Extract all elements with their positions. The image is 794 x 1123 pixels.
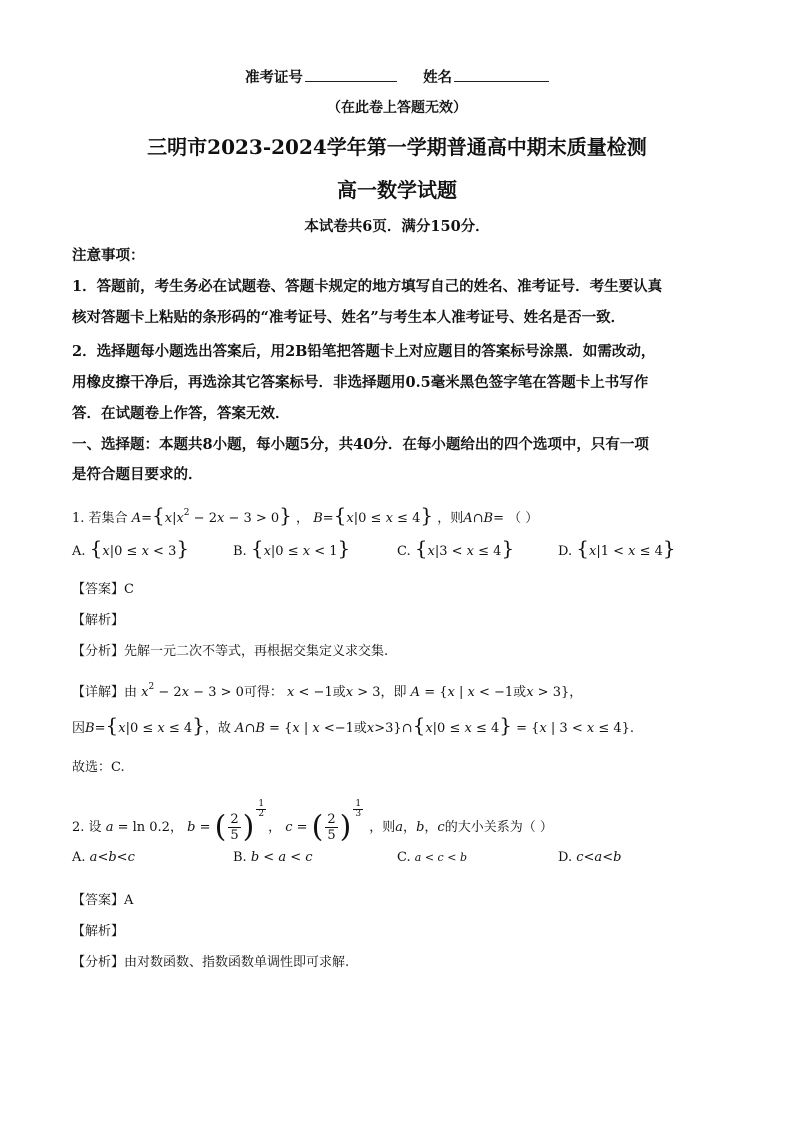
q2-stem: 2. 设 a = ln 0.2， b = ( $\frac{2}{5}$ ) $\frac{1}{2}$ ， c = ( $\frac{2}{5}$ ) $\frac{1}{3}$ ，则a，b，c的大小关系为（ ） <box>72 799 553 845</box>
q1-analysis-label: 【解析】 <box>72 613 125 628</box>
q1-set-b: B={x|0 ≤ x ≤ 4} <box>313 503 434 527</box>
q1-fenxi <box>72 640 388 659</box>
q2-answer-label: 【答案】 <box>72 893 125 908</box>
q1-xj-set-a: A = {x | x < −1 <box>410 685 514 700</box>
q1-xj-ji: ，即 <box>380 685 407 700</box>
q1-option-d <box>558 535 676 565</box>
q2-stem-then: ，则 <box>369 820 396 835</box>
q1-xj-result: A∩B = {x | x <−1 <box>235 721 354 736</box>
candidate-info-line <box>0 66 794 87</box>
q1-xj-because: 因 <box>72 721 86 736</box>
q1-answer-label: 【答案】 <box>72 582 125 597</box>
q1-option-c-label: C. <box>397 544 411 559</box>
notes-item2-line2: 用橡皮擦干净后，再选涂其它答案标号．非选择题用0.5毫米黑色签字笔在答题卡上书写作 <box>72 374 649 391</box>
name-label: 姓名 <box>423 69 453 86</box>
q1-xiangjie-label: 【详解】 <box>72 685 125 700</box>
q2-option-b <box>233 846 313 870</box>
q1-xj-sol1: x < −1 <box>287 685 333 700</box>
exam-subtitle: 高一数学试题 <box>337 178 457 202</box>
q2-fenxi-label: 【分析】 <box>72 955 125 970</box>
q1-xj-sol2: x > 3 <box>345 685 381 700</box>
q1-xj-set-a-tail: x > 3} <box>526 685 570 700</box>
q1-option-a-value: {x|0 ≤ x < 3} <box>89 536 190 560</box>
exam-meta: 本试卷共6页．满分150分． <box>304 218 490 235</box>
q2-option-d-label: D. <box>558 850 573 865</box>
q1-target: A∩B= <box>463 511 504 526</box>
q2-stem-tail: 的大小关系为（ ） <box>444 820 553 835</box>
q1-xj-or-3: 或 <box>353 721 367 736</box>
q2-option-b-value: b < a < c <box>250 850 313 865</box>
q2-option-c-label: C. <box>397 850 411 865</box>
q2-option-d-value: c<a<b <box>576 850 622 865</box>
q2-def-b: b = ( $\frac{2}{5}$ ) $\frac{1}{2}$ <box>187 799 265 845</box>
notes-item1-line1: 1．答题前，考生务必在试题卷、答题卡规定的地方填写自己的姓名、准考证号．考生要认真 <box>72 278 663 295</box>
q1-option-a <box>72 535 189 565</box>
q2-vars: a，b，c <box>395 820 445 835</box>
q2-option-a <box>72 846 135 870</box>
q2-stem-prefix: 2. 设 <box>72 820 102 835</box>
q2-option-a-label: A. <box>72 850 86 865</box>
q1-stem-prefix: 1. 若集合 <box>72 511 128 526</box>
q2-fenxi-text: 由对数函数、指数函数单调性即可求解. <box>124 955 350 970</box>
q1-xiangjie-line2 <box>72 712 634 742</box>
q1-xj-get: 可得： <box>243 685 283 700</box>
q2-option-d <box>558 846 621 870</box>
q1-answer <box>72 578 134 597</box>
q2-option-c <box>397 846 467 870</box>
q2-answer <box>72 889 133 908</box>
notes-item2-line1: 2．选择题每小题选出答案后，用2B铅笔把答题卡上对应题目的答案标号涂黑．如需改动， <box>72 343 656 360</box>
q1-stem-blank: （ ） <box>508 511 539 526</box>
name-blank <box>454 67 549 82</box>
q1-xj-or: 或 <box>332 685 346 700</box>
q2-def-c: c = ( $\frac{2}{5}$ ) $\frac{1}{3}$ <box>285 799 362 845</box>
invalid-note: （在此卷上答题无效） <box>327 100 467 116</box>
q1-answer-value: C <box>124 582 134 597</box>
q1-fenxi-text: 先解一元二次不等式，再根据交集定义求交集. <box>124 644 389 659</box>
notes-item2-line3: 答．在试题卷上作答，答案无效． <box>72 405 290 422</box>
q1-stem-sep: ， <box>296 511 310 526</box>
q1-conclusion: 故选：C. <box>72 760 125 775</box>
q2-option-c-value: a < c < b <box>414 851 467 864</box>
q2-answer-value: A <box>124 893 134 908</box>
q1-xj-set-b: B={x|0 ≤ x ≤ 4} <box>85 713 205 737</box>
q2-option-b-label: B. <box>233 850 247 865</box>
notes-heading: 注意事项： <box>72 247 145 264</box>
q1-xj-ineq: $x^2 - 2x - 3 > 0$ <box>141 682 244 700</box>
q1-stem <box>72 500 538 532</box>
q1-xiangjie-line1: 【详解】由 $x^2 - 2x - 3 > 0$可得： x < −1或x > 3，即 A = {x | x < −1或x > 3}， <box>72 682 583 700</box>
q1-set-a: $A=\{x|x^2 - 2x - 3 > 0\}$ <box>131 503 292 527</box>
exam-title: 三明市2023-2024学年第一学期普通高中期末质量检测 <box>147 135 647 159</box>
q2-fenxi <box>72 951 349 970</box>
q1-option-b-label: B. <box>233 544 247 559</box>
q1-option-b <box>233 535 350 565</box>
q1-xj-or-2: 或 <box>513 685 527 700</box>
q1-stem-then: ，则 <box>437 511 464 526</box>
ticket-blank <box>305 67 397 82</box>
q1-xj-result-mid: x>3}∩{x|0 ≤ x ≤ 4} = {x | 3 < x ≤ 4}. <box>366 713 635 737</box>
q2-analysis-label: 【解析】 <box>72 924 125 939</box>
q1-fenxi-label: 【分析】 <box>72 644 125 659</box>
notes-item1-line2: 核对答题卡上粘贴的条形码的“准考证号、姓名”与考生本人准考证号、姓名是否一致． <box>72 309 626 326</box>
q1-xj-so: ，故 <box>204 721 231 736</box>
q1-option-d-label: D. <box>558 544 573 559</box>
q2-def-a: a = ln 0.2 <box>105 820 170 835</box>
ticket-label: 准考证号 <box>244 69 303 86</box>
q1-xj-from: 由 <box>124 685 138 700</box>
section1-line1: 一、选择题：本题共8小题，每小题5分，共40分．在每小题给出的四个选项中，只有一项 <box>72 436 649 453</box>
q2-option-a-value: a<b<c <box>89 850 135 865</box>
q1-option-c-value: {x|3 < x ≤ 4} <box>414 536 515 560</box>
section1-line2: 是符合题目要求的． <box>72 466 203 483</box>
q1-option-d-value: {x|1 < x ≤ 4} <box>576 536 676 560</box>
q1-option-c <box>397 535 514 565</box>
q1-option-a-label: A. <box>72 544 86 559</box>
q1-option-b-value: {x|0 ≤ x < 1} <box>250 536 351 560</box>
